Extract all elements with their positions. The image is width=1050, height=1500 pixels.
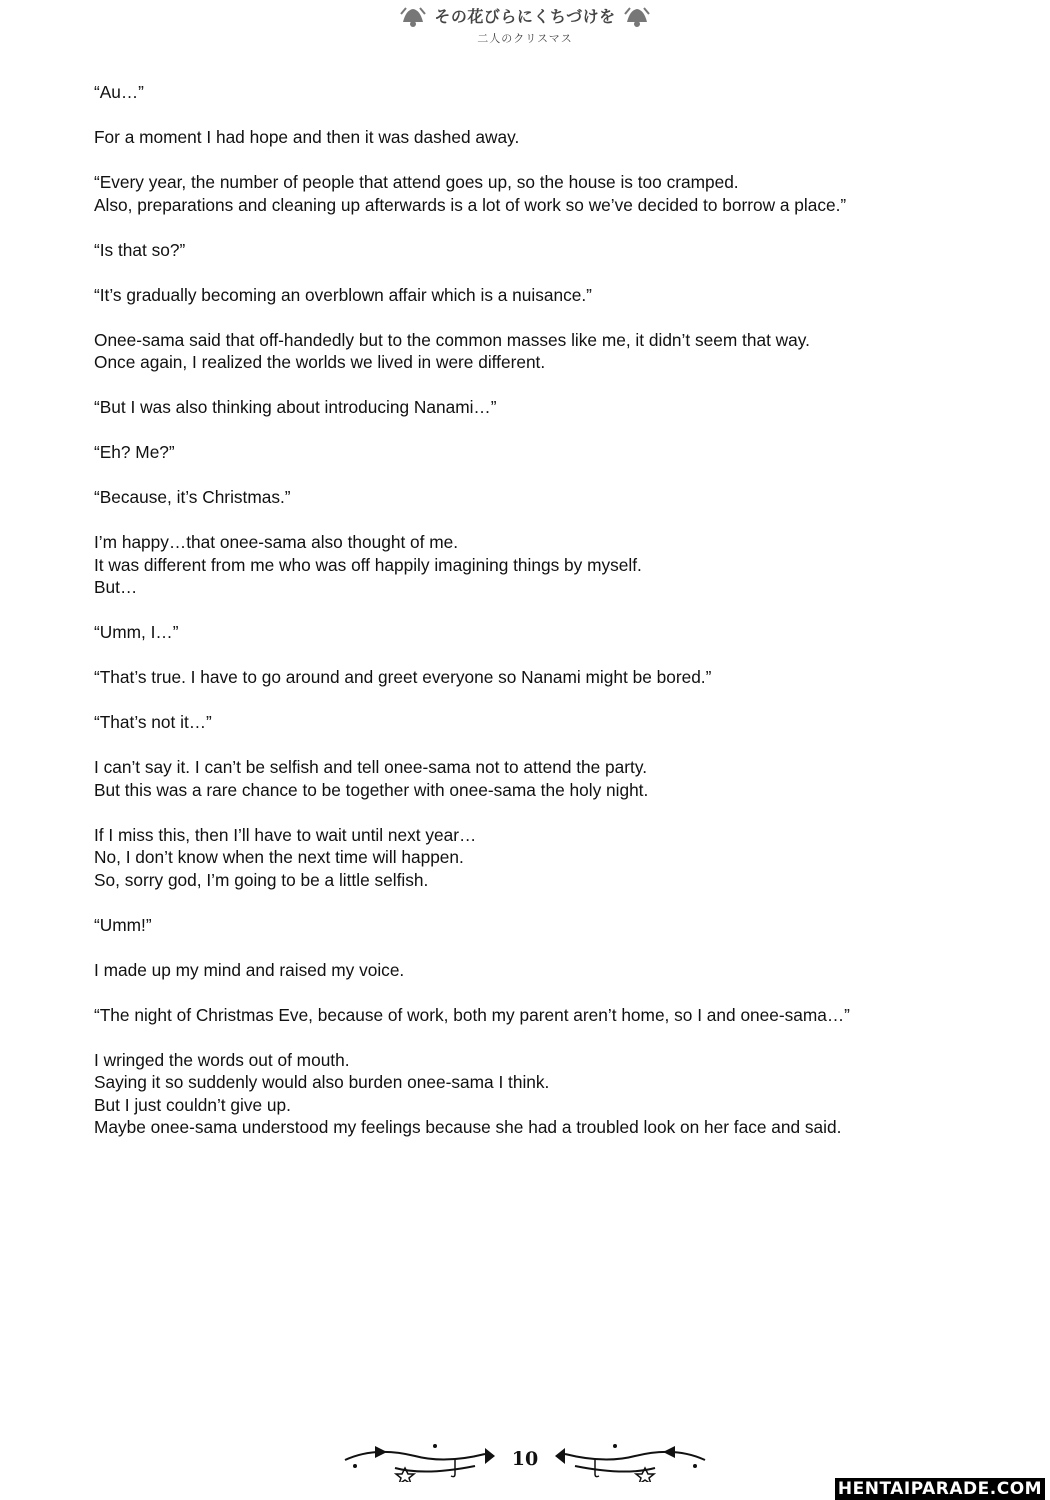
- paragraph: [94, 396, 974, 419]
- paragraph: [94, 756, 974, 801]
- text-line: But I just couldn’t give up.: [94, 1094, 291, 1115]
- paragraph: [94, 621, 974, 644]
- paragraph: [94, 914, 974, 937]
- text-line: “The night of Christmas Eve, because of work, both my parent aren’t home, so I and onee-sama…”: [94, 1004, 850, 1025]
- text-line: Once again, I realized the worlds we lived in were different.: [94, 352, 546, 372]
- text-line: “Au…”: [94, 82, 144, 102]
- header-title: その花びらにくちづけを: [434, 7, 616, 26]
- paragraph: [94, 824, 974, 892]
- header-title-row: [400, 6, 649, 28]
- text-line: No, I don’t know when the next time will happen.: [94, 847, 464, 867]
- text-line: Saying it so suddenly would also burden onee-sama I think.: [94, 1072, 550, 1092]
- page-footer: [335, 1438, 715, 1482]
- text-line: I made up my mind and raised my voice.: [94, 959, 405, 980]
- paragraph: [94, 441, 974, 464]
- paragraph: [94, 1004, 974, 1027]
- text-line: Maybe onee-sama understood my feelings because she had a troubled look on her face and said.: [94, 1117, 842, 1137]
- text-line: I can’t say it. I can’t be selfish and tell onee-sama not to attend the party.: [94, 757, 647, 777]
- paragraph: [94, 81, 974, 104]
- story-text: [94, 81, 974, 1161]
- bell-ornament-right-icon: [624, 6, 650, 28]
- paragraph: [94, 1049, 974, 1139]
- text-line: For a moment I had hope and then it was dashed away.: [94, 127, 520, 147]
- watermark: HENTAIPARADE.COM: [835, 1478, 1045, 1500]
- text-line: “That’s not it…”: [94, 712, 212, 732]
- text-line: It was different from me who was off happily imagining things by myself.: [94, 554, 642, 575]
- text-line: So, sorry god, I’m going to be a little selfish.: [94, 869, 429, 890]
- header-subtitle: 二人のクリスマス: [477, 32, 573, 45]
- text-line: “Umm, I…”: [94, 622, 179, 642]
- text-line: If I miss this, then I’ll have to wait until next year…: [94, 824, 477, 845]
- page-header: [0, 6, 1050, 45]
- text-line: “Every year, the number of people that attend goes up, so the house is too cramped.: [94, 172, 739, 192]
- text-line: Onee-sama said that off-handedly but to the common masses like me, it didn’t seem that way.: [94, 329, 810, 350]
- page-number: 10: [511, 1448, 539, 1470]
- paragraph: [94, 486, 974, 509]
- text-line: I wringed the words out of mouth.: [94, 1049, 350, 1070]
- paragraph: [94, 531, 974, 599]
- text-line: But…: [94, 577, 138, 597]
- bell-ornament-left-icon: [400, 6, 426, 28]
- text-line: “That’s true. I have to go around and greet everyone so Nanami might be bored.”: [94, 667, 712, 687]
- text-line: I’m happy…that onee-sama also thought of me.: [94, 532, 459, 552]
- paragraph: [94, 284, 974, 307]
- text-line: “Umm!”: [94, 914, 152, 935]
- paragraph: [94, 959, 974, 982]
- paragraph: [94, 711, 974, 734]
- text-line: “Because, it’s Christmas.”: [94, 487, 291, 507]
- text-line: “But I was also thinking about introducing Nanami…”: [94, 397, 497, 417]
- paragraph: [94, 329, 974, 374]
- text-line: “Is that so?”: [94, 239, 186, 260]
- paragraph: [94, 666, 974, 689]
- paragraph: [94, 126, 974, 149]
- text-line: “It’s gradually becoming an overblown affair which is a nuisance.”: [94, 284, 592, 305]
- paragraph: [94, 239, 974, 262]
- text-line: But this was a rare chance to be together with onee-sama the holy night.: [94, 779, 649, 800]
- paragraph: [94, 171, 974, 216]
- text-line: Also, preparations and cleaning up afterwards is a lot of work so we’ve decided to borrow a place.”: [94, 194, 847, 215]
- text-line: “Eh? Me?”: [94, 442, 175, 462]
